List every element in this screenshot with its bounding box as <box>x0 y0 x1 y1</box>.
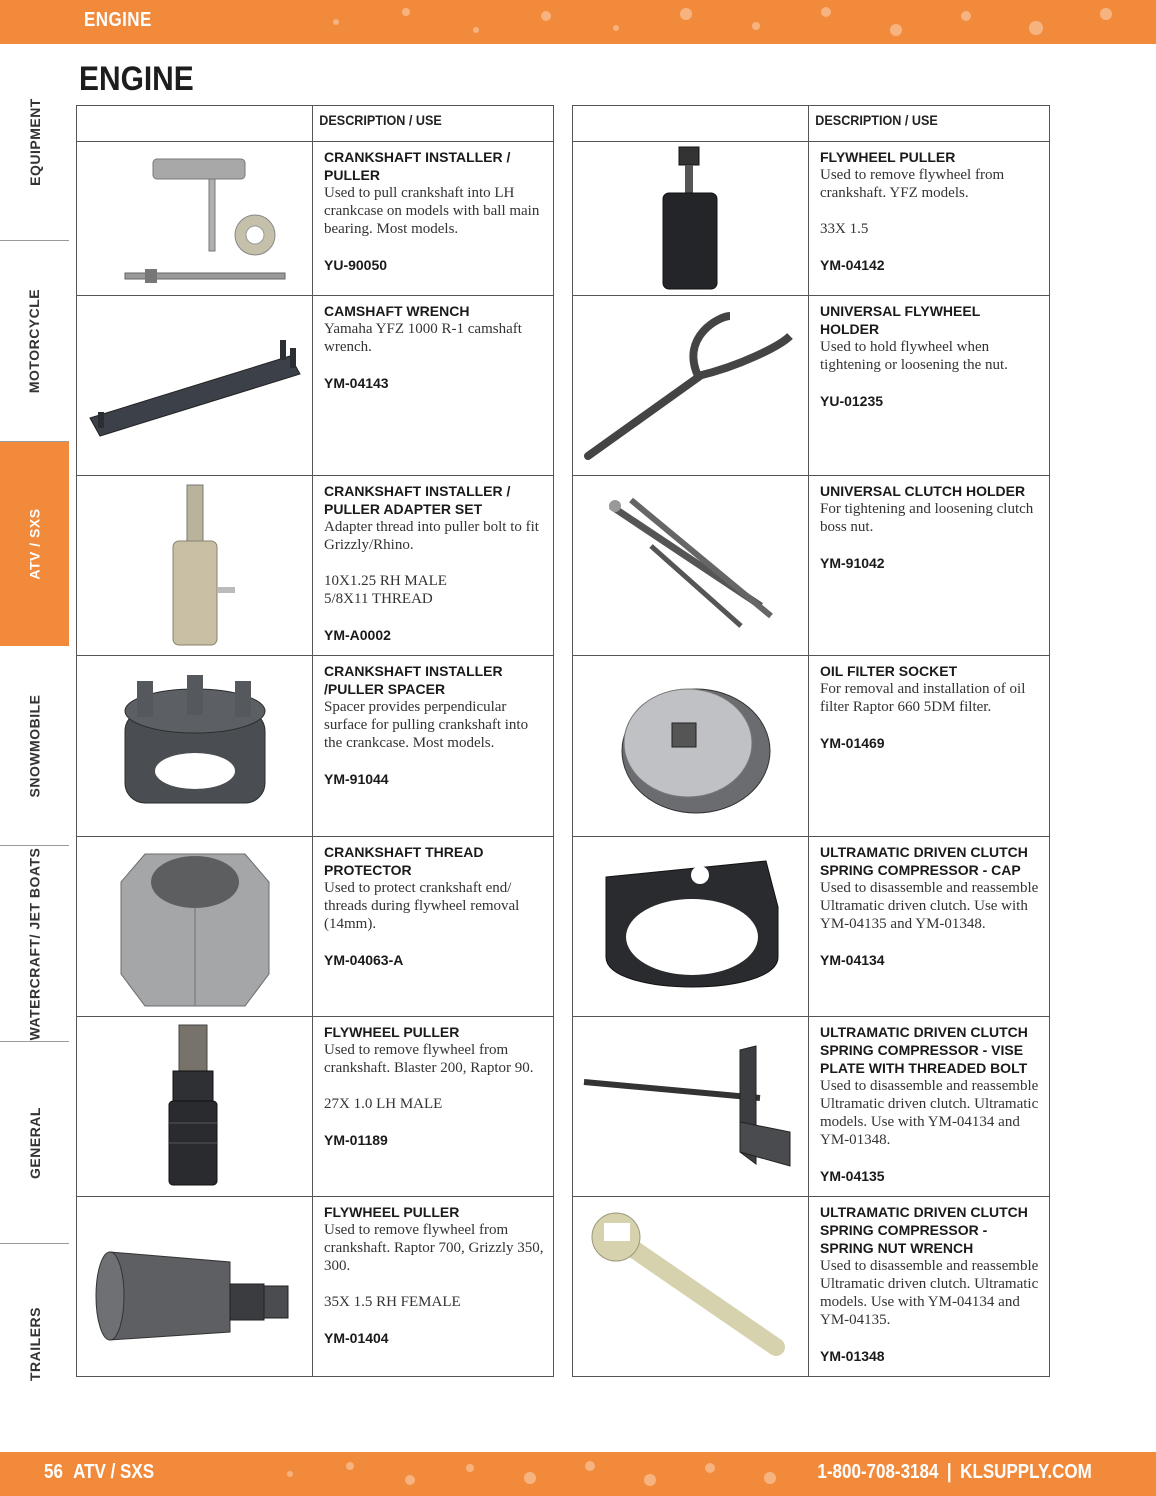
footer-page-info <box>44 1461 154 1484</box>
decorative-pattern <box>296 0 1156 44</box>
right-tool-table <box>572 105 1050 1377</box>
tab-watercraft[interactable]: WATERCRAFT/ JET BOATS <box>0 846 69 1042</box>
item-description: ULTRAMATIC DRIVEN CLUTCH SPRING COMPRESSOR - CAP Used to disassemble and reassemble Ultramatic driven clutch. Use with YM-04135 and YM-01348. YM-04134 <box>820 844 1039 968</box>
left-tool-table <box>76 105 554 1377</box>
clutch-holder-tool-icon <box>591 486 791 646</box>
compressor-cap-tool-icon <box>596 847 786 1007</box>
table-row <box>573 141 1049 295</box>
item-description: CRANKSHAFT INSTALLER /PULLER SPACER Spacer provides perpendicular surface for pulling crankshaft into the crankcase. Most models. YM-91044 <box>324 663 529 787</box>
decorative-pattern <box>260 1452 800 1496</box>
tab-snowmobile[interactable]: SNOWMOBILE <box>0 646 69 846</box>
table-row <box>77 475 553 655</box>
footer-separator: | <box>947 1461 952 1483</box>
product-image <box>573 476 809 655</box>
table-row <box>77 1016 553 1196</box>
table-header-row <box>77 106 553 141</box>
thread-protector-tool-icon <box>115 842 275 1012</box>
item-description: UNIVERSAL FLYWHEEL HOLDER Used to hold flywheel when tightening or loosening the nut. YU-01235 <box>820 303 1008 409</box>
product-image <box>573 656 809 836</box>
phone-number: 1-800-708-3184 <box>817 1461 939 1483</box>
item-description: UNIVERSAL CLUTCH HOLDER For tightening and loosening clutch boss nut. YM-91042 <box>820 483 1034 571</box>
column-header: DESCRIPTION / USE <box>319 112 442 128</box>
table-row <box>77 836 553 1016</box>
website-link[interactable]: KLSUPPLY.COM <box>960 1461 1092 1483</box>
tab-general[interactable]: GENERAL <box>0 1042 69 1244</box>
tab-motorcycle[interactable]: MOTORCYCLE <box>0 241 69 442</box>
table-row <box>573 836 1049 1016</box>
product-image <box>77 1197 313 1376</box>
table-row <box>77 1196 553 1376</box>
item-description: CAMSHAFT WRENCH Yamaha YFZ 1000 R-1 camshaft wrench. YM-04143 <box>324 303 522 391</box>
footer-contact <box>818 1461 1092 1484</box>
flywheel-puller-yfz-tool-icon <box>651 145 731 293</box>
camshaft-wrench-tool-icon <box>84 326 306 446</box>
flywheel-puller-large-tool-icon <box>90 1222 300 1352</box>
flywheel-puller-tool-icon <box>155 1023 235 1191</box>
table-row <box>77 655 553 836</box>
tab-atv-sxs[interactable]: ATV / SXS <box>0 442 69 646</box>
section-header: ENGINE <box>84 9 152 31</box>
table-row <box>573 655 1049 836</box>
tab-equipment[interactable]: EQUIPMENT <box>0 44 69 241</box>
product-image <box>573 1197 809 1376</box>
item-description: FLYWHEEL PULLER Used to remove flywheel from crankshaft. Blaster 200, Raptor 90. 27X 1.0 LH MALE YM-01189 <box>324 1024 534 1148</box>
column-header: DESCRIPTION / USE <box>815 112 938 128</box>
section-tabs <box>0 44 69 1444</box>
product-image <box>573 1017 809 1196</box>
puller-spacer-tool-icon <box>115 671 275 821</box>
item-description: CRANKSHAFT THREAD PROTECTOR Used to protect crankshaft end/ threads during flywheel removal (14mm). YM-04063-A <box>324 844 520 968</box>
item-description: CRANKSHAFT INSTALLER / PULLER Used to pull crankshaft into LH crankcase on models with ball main bearing. Most models. YU-90050 <box>324 149 540 273</box>
product-image <box>77 476 313 655</box>
product-image <box>77 296 313 475</box>
table-row <box>573 295 1049 475</box>
product-image <box>573 142 809 295</box>
item-description: CRANKSHAFT INSTALLER / PULLER ADAPTER SET Adapter thread into puller bolt to fit Grizzly/Rhino. 10X1.25 RH MALE 5/8X11 THREAD YM-A0002 <box>324 483 539 643</box>
product-image <box>77 656 313 836</box>
table-header-row <box>573 106 1049 141</box>
table-row <box>573 1196 1049 1376</box>
item-description: FLYWHEEL PULLER Used to remove flywheel from crankshaft. YFZ models. 33X 1.5 YM-04142 <box>820 149 1005 273</box>
crankshaft-puller-tool-icon <box>95 149 295 289</box>
product-image <box>77 142 313 295</box>
footer-section: ATV / SXS <box>73 1461 155 1483</box>
item-description: ULTRAMATIC DRIVEN CLUTCH SPRING COMPRESSOR - SPRING NUT WRENCH Used to disassemble and reassemble Ultramatic driven clutch. Ultramatic models. Use with YM-04134 and YM-04135. YM-01348 <box>820 1204 1039 1364</box>
product-image <box>77 1017 313 1196</box>
tab-trailers[interactable]: TRAILERS <box>26 1307 43 1381</box>
table-row <box>77 141 553 295</box>
adapter-set-tool-icon <box>135 481 255 651</box>
product-image <box>573 296 809 475</box>
spring-nut-wrench-tool-icon <box>586 1207 796 1367</box>
vise-plate-tool-icon <box>580 1042 802 1172</box>
page-number: 56 <box>44 1461 63 1483</box>
page-title: ENGINE <box>79 60 194 98</box>
oil-filter-socket-tool-icon <box>606 671 776 821</box>
product-image <box>573 837 809 1016</box>
product-image <box>77 837 313 1016</box>
flywheel-holder-tool-icon <box>580 306 802 466</box>
table-row <box>573 1016 1049 1196</box>
item-description: FLYWHEEL PULLER Used to remove flywheel from crankshaft. Raptor 700, Grizzly 350, 300. 35X 1.5 RH FEMALE YM-01404 <box>324 1204 544 1346</box>
table-row <box>77 295 553 475</box>
item-description: OIL FILTER SOCKET For removal and installation of oil filter Raptor 660 5DM filter. YM-01469 <box>820 663 1026 751</box>
table-row <box>573 475 1049 655</box>
top-banner <box>0 0 1156 44</box>
item-description: ULTRAMATIC DRIVEN CLUTCH SPRING COMPRESSOR - VISE PLATE WITH THREADED BOLT Used to disassemble and reassemble Ultramatic driven clutch. Ultramatic models. Use with YM-04134 and YM-01348. YM-04135 <box>820 1024 1039 1184</box>
